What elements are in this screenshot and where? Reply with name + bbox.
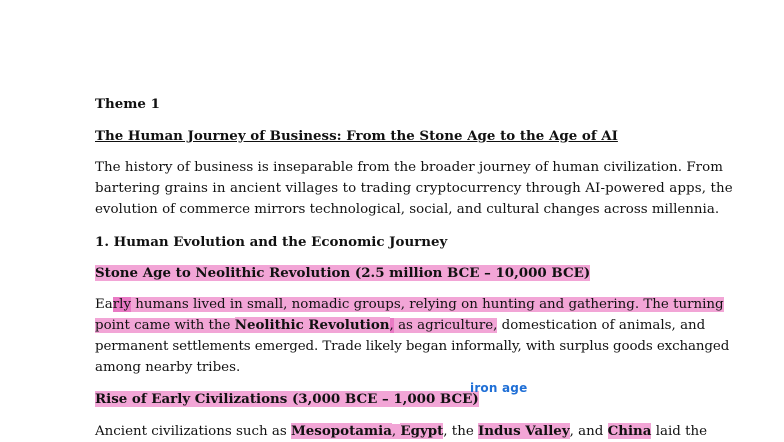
highlight-run: rly [112, 297, 132, 312]
highlight-run: , [391, 424, 401, 439]
intro-line-1: The history of business is inseparable from the broader journey of human civilization. From [95, 160, 723, 175]
intro-line-3: evolution of commerce mirrors technological, social, and cultural changes across millennia. [95, 202, 720, 217]
ancient-line-1 [95, 421, 708, 442]
early-civilizations-heading [95, 389, 689, 410]
highlight-run: as agriculture, [393, 318, 498, 333]
stone-age-line-3: permanent settlements emerged. Trade likely began informally, with surplus goods exchanged [95, 339, 730, 354]
stone-age-line-2 [95, 315, 706, 336]
text-run: , the [443, 424, 478, 439]
ancient-paragraph [95, 421, 708, 442]
text-run: Ea [95, 297, 113, 312]
stone-age-paragraph [95, 294, 730, 378]
highlight-egypt: Egypt [400, 423, 444, 439]
text-run: domestication of animals, and [497, 318, 706, 333]
document-title: The Human Journey of Business: From the Stone Age to the Age of AI [95, 128, 618, 144]
highlight-mesopotamia: Mesopotamia [290, 423, 392, 439]
early-civ-heading-text: Rise of Early Civilizations (3,000 BCE – 1,000 BCE) [95, 391, 479, 407]
highlight-china: China [607, 423, 652, 439]
stone-age-heading-text: Stone Age to Neolithic Revolution (2.5 million BCE – 10,000 BCE) [95, 265, 591, 281]
section-1-heading: 1. Human Evolution and the Economic Journey [95, 234, 448, 250]
text-run: , and [569, 424, 608, 439]
highlight-run: point came with the [95, 318, 235, 333]
stone-age-line-1 [95, 294, 724, 315]
annotation-iron-age: iron age [470, 381, 528, 395]
intro-paragraph [95, 157, 733, 220]
highlight-run-bold: Neolithic Revolution [234, 317, 390, 333]
text-run: Ancient civilizations such as [95, 424, 291, 439]
highlight-indus-valley: Indus Valley [478, 423, 570, 439]
highlight-run: , [389, 318, 394, 333]
stone-age-heading [95, 263, 689, 284]
stone-age-line-4: among nearby tribes. [95, 360, 241, 375]
text-run: laid the [651, 424, 708, 439]
theme-label: Theme 1 [95, 96, 160, 112]
highlight-run: humans lived in small, nomadic groups, relying on hunting and gathering. The turning [131, 297, 724, 312]
intro-line-2: bartering grains in ancient villages to trading cryptocurrency through AI-powered apps, the [95, 181, 733, 196]
